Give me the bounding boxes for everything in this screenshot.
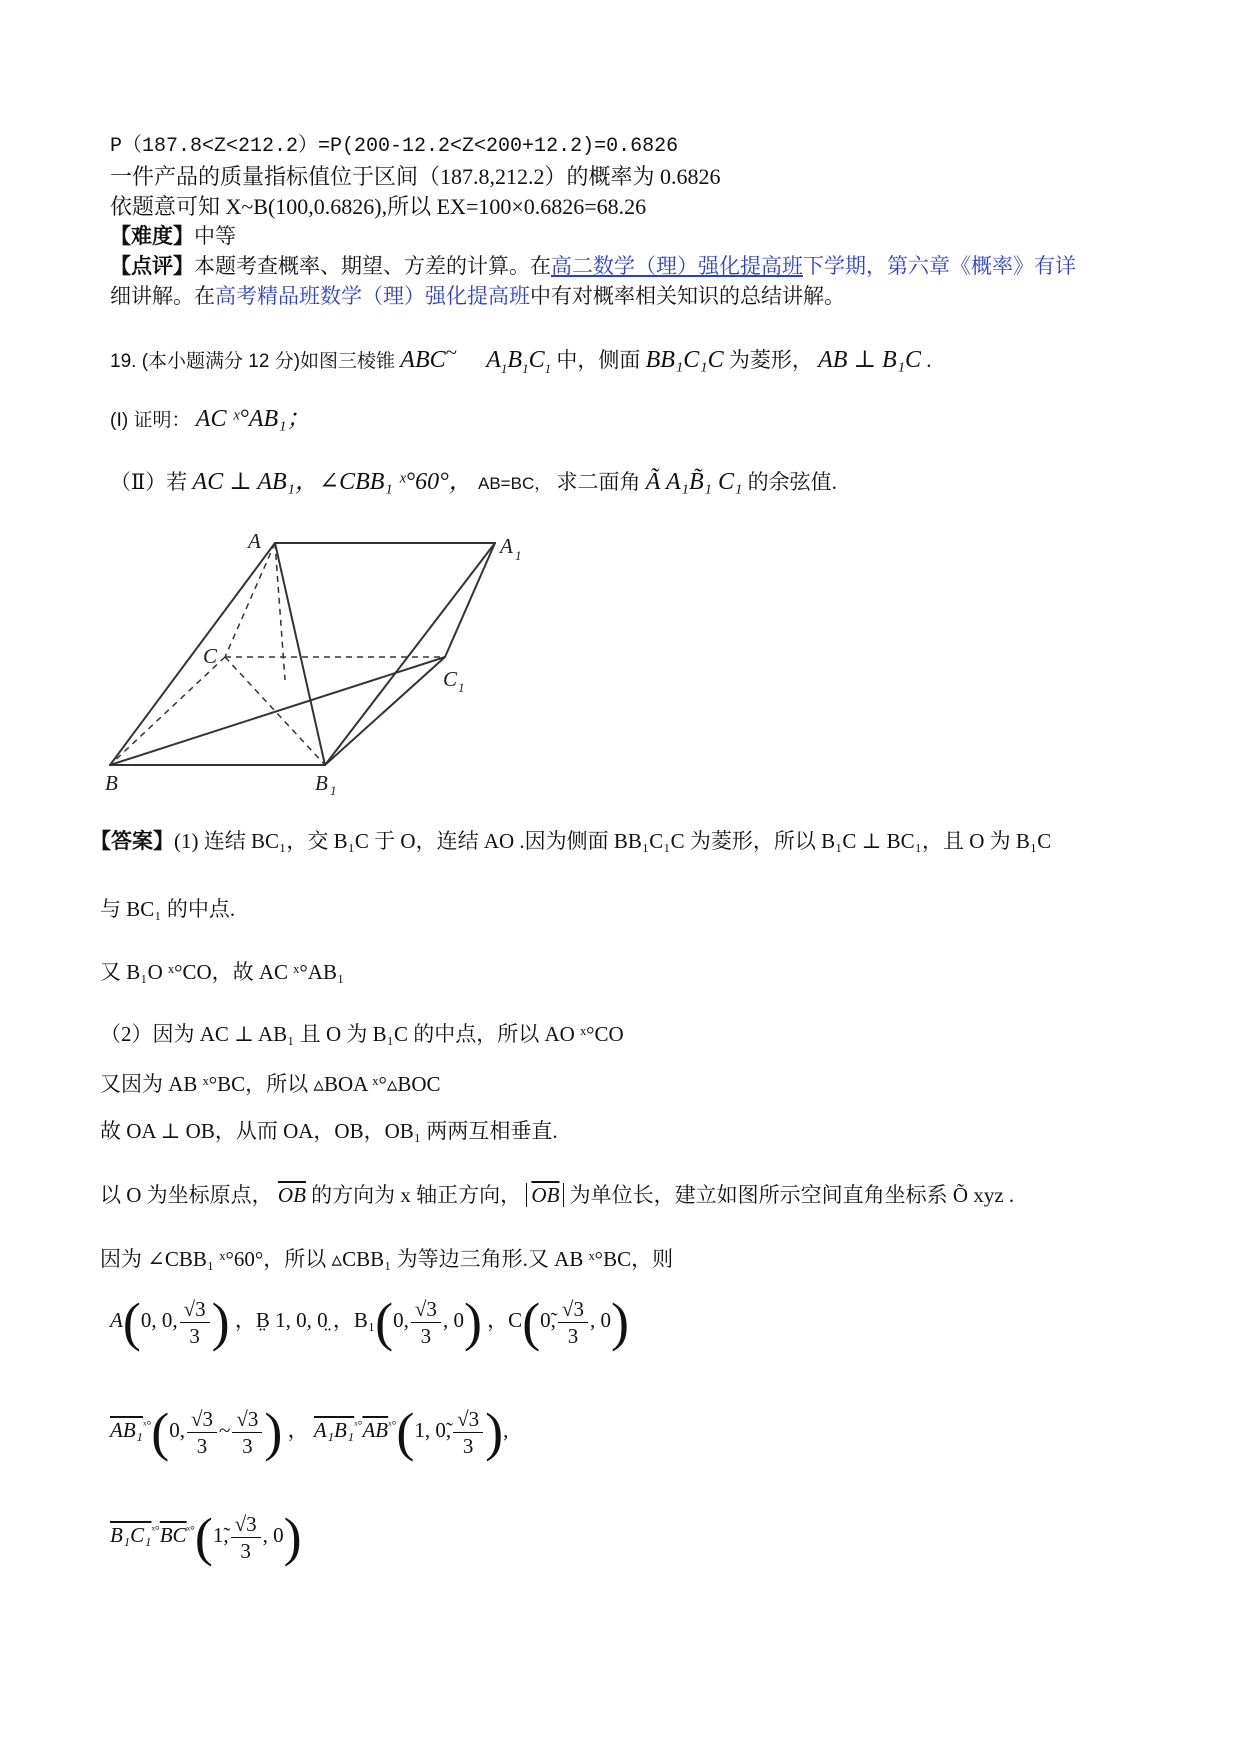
point-C-end: , 0 (589, 1308, 611, 1332)
label-A1: A (500, 534, 513, 558)
statement-text-1: 中，侧面 (556, 348, 641, 372)
difficulty-tag: 【难度】 (110, 224, 194, 248)
fraction-sqrt3-over-3 (558, 1296, 588, 1349)
point-B-coords: ，B̤ 1, 0, 0̤ ，B₁ (234, 1308, 376, 1332)
label-B1: B (315, 771, 328, 795)
equal-symbol: ˣ° (388, 1418, 397, 1432)
fraction-numerator: √3 (231, 1511, 261, 1538)
fraction-sqrt3-over-3 (187, 1406, 217, 1459)
point-B1-end: , 0 (442, 1308, 464, 1332)
prism-figure (100, 520, 580, 798)
equal-symbol: ˣ° (354, 1418, 363, 1432)
vector-ob-norm (526, 1183, 564, 1207)
answer-line-3: 又 B₁O ˣ°CO，故 AC ˣ°AB₁ (100, 960, 345, 984)
fraction-sqrt3-over-3 (231, 1511, 261, 1564)
equal-symbol: ˣ° (186, 1523, 195, 1537)
label-A1-sub: 1 (515, 548, 522, 563)
label-B1-sub: 1 (330, 783, 337, 798)
fraction-numerator: √3 (187, 1406, 217, 1433)
problem-19-statement: 19. (本小题满分 12 分)如图三棱锥 ABC~ $A_1B_1C_1$ 中，侧面 BB₁C₁C 为菱形， AB ⊥ B₁C . (110, 340, 932, 376)
dihedral-angle: Ã A₁B̃₁ C₁ (645, 469, 743, 495)
part-2-equal-sides: AB=BC， (478, 474, 552, 493)
review-text-2: 下学期，第六章《概率》有详 (803, 254, 1076, 278)
label-A: A (248, 529, 261, 553)
point-A-label: A (110, 1308, 123, 1332)
part-1-line (110, 405, 311, 435)
review-text-3: 细讲解。在 (110, 284, 215, 308)
problem-header: 19. (本小题满分 12 分)如图三棱锥 (110, 351, 396, 372)
answer-text-7a: 以 O 为坐标原点， (100, 1183, 273, 1207)
point-C-coords: 0̃, (540, 1308, 556, 1332)
vector-ob-in-norm: $\overline{OB}$ (531, 1183, 560, 1207)
vector-b1c1-coords: 1̃, (212, 1523, 229, 1547)
separator-comma: ， (287, 1418, 309, 1442)
review-tag: 【点评】 (110, 254, 194, 278)
label-C: C (203, 644, 218, 668)
fraction-denominator: 3 (462, 1433, 474, 1458)
answer-text-1: (1) 连结 BC₁，交 B₁C 于 O，连结 AO .因为侧面 BB₁C₁C 为菱形，所以 B₁C ⊥ BC₁，且 O 为 B₁C (174, 829, 1052, 853)
label-B: B (105, 771, 118, 795)
edge-b1-c1 (325, 657, 445, 765)
equal-symbol: ˣ° (151, 1523, 160, 1537)
fraction-denominator: 3 (242, 1433, 253, 1458)
fraction-denominator: 3 (196, 1433, 208, 1458)
fraction-sqrt3-over-3 (453, 1406, 483, 1459)
fraction-sqrt3-over-3 (180, 1296, 210, 1349)
expectation-line: 依题意可知 X~B(100,0.6826),所以 EX=100×0.6826=68.26 (110, 194, 647, 219)
answer-line-1 (90, 827, 1051, 855)
vector-ab1-coords: 0, (169, 1418, 185, 1442)
vector-a1b1: A₁B₁ (313, 1418, 355, 1442)
label-C1: C (443, 667, 458, 691)
difficulty-line (110, 222, 236, 250)
course-link-1[interactable]: 高二数学（理）强化提高班 (551, 254, 803, 278)
answer-text-7b: 的方向为 x 轴正方向， (311, 1183, 522, 1207)
part-2-end: 的余弦值. (747, 470, 837, 494)
probability-equation-line: P（187.8<Z<212.2）=P(200-12.2<Z<200+12.2)=0.6826 (110, 135, 679, 158)
fraction-numerator: √3 (453, 1406, 483, 1433)
answer-tag: 【答案】 (90, 829, 174, 853)
point-A-coords: 0, 0, (140, 1308, 178, 1332)
review-text-4: 中有对概率相关知识的总结讲解。 (530, 284, 845, 308)
tilde-mark: ~ (219, 1418, 231, 1442)
fraction-sqrt3-over-3 (411, 1296, 441, 1349)
answer-line-6: 故 OA ⊥ OB，从而 OA，OB，OB₁ 两两互相垂直. (100, 1119, 558, 1143)
edge-a1-b1 (325, 543, 495, 765)
answer-line-8: 因为 ∠CBB₁ ˣ°60°，所以 ▵CBB₁ 为等边三角形.又 AB ˣ°BC，则 (100, 1247, 674, 1271)
fraction-denominator: 3 (240, 1538, 251, 1563)
vector-ab: $\overline{AB}$ (362, 1418, 389, 1442)
statement-text-2: 为菱形， (728, 348, 813, 372)
part-2-line (110, 468, 837, 498)
edge-c-b-hidden (110, 657, 225, 765)
fraction-denominator: 3 (420, 1323, 432, 1348)
fraction-numerator: √3 (411, 1296, 441, 1323)
label-C1-sub: 1 (458, 680, 465, 695)
point-B1-coords: 0, (393, 1308, 409, 1332)
part-2-text: 求二面角 (556, 470, 641, 494)
fraction-numerator: √3 (180, 1296, 210, 1323)
answer-line-2: 与 BC₁ 的中点. (100, 897, 236, 921)
difficulty-value: 中等 (194, 224, 236, 248)
interval-probability-line: 一件产品的质量指标值位于区间（187.8,212.2）的概率为 0.6826 (110, 164, 721, 189)
vector-b1c1-row: $B_1C_1^{ˣ^\circ}\overline{BC}^{ˣ^\circ}(1̃$, $\frac{√3}{3}$ , 0) (110, 1507, 302, 1568)
course-link-2[interactable]: 高考精品班数学（理）强化提高班 (215, 284, 530, 308)
edge-a-b (110, 543, 275, 765)
part-1-label: (Ⅰ) 证明： (110, 410, 191, 431)
answer-line-7 (100, 1181, 1014, 1209)
point-C-label: ，C (487, 1308, 523, 1332)
review-line-2 (110, 282, 845, 310)
fraction-sqrt3-over-3 (232, 1406, 262, 1459)
prism-name: ABC (400, 347, 446, 373)
vector-b1c1: B₁C₁ (110, 1523, 152, 1547)
fraction-denominator: 3 (189, 1323, 200, 1348)
equal-symbol: ˣ° (142, 1418, 152, 1432)
answer-text-7c: 为单位长，建立如图所示空间直角坐标系 Õ xyz . (569, 1183, 1015, 1207)
vectors-row: AB₁$^{ˣ^\circ}$(0, $\frac{√3}{3}$ ~ $\frac{√3}{3}$ ) ， $A_1B_1^{ˣ^\circ}\overline{AB}^{ˣ^\circ}(1$, 0̃, $\frac{√3}{3}$ ), (110, 1402, 509, 1463)
answer-line-4: （2）因为 AC ⊥ AB₁ 且 O 为 B₁C 的中点，所以 AO ˣ°CO (100, 1022, 624, 1046)
part-1-expression: AC ˣ°AB₁； (195, 406, 311, 432)
rhombus-face: BB₁C₁C (645, 347, 724, 373)
edge-b-c1 (110, 657, 445, 765)
vector-ob: $\overline{OB}$ (277, 1183, 306, 1207)
fraction-denominator: 3 (567, 1323, 579, 1348)
fraction-numerator: √3 (558, 1296, 588, 1323)
vector-b1c1-end: , 0 (262, 1523, 284, 1547)
answer-line-5: 又因为 AB ˣ°BC，所以 ▵BOA ˣ°▵BOC (100, 1072, 441, 1096)
part-2-label: （Ⅱ）若 (110, 470, 188, 494)
vector-a1b1-coords: 1, 0̃, (414, 1418, 452, 1442)
vector-ab1: AB₁ (110, 1418, 143, 1442)
review-line-1 (110, 252, 1076, 280)
vector-bc: $\overline{BC}$ (159, 1523, 187, 1547)
fraction-numerator: √3 (232, 1406, 262, 1433)
review-text-1: 本题考查概率、期望、方差的计算。在 (194, 254, 551, 278)
perpendicular-condition: AB ⊥ B₁C (818, 347, 922, 373)
part-2-expression: AC ⊥ AB₁，∠CBB₁ ˣ°60°， (192, 469, 473, 495)
coordinates-row: A(0, 0, $\frac{√3}{3}$ ) ，B̤ 1, 0, 0̤ ，B₁(0, $\frac{√3}{3}$ , 0) ，C(0̃, $\frac{√3}{3}$ , 0) (110, 1292, 629, 1353)
